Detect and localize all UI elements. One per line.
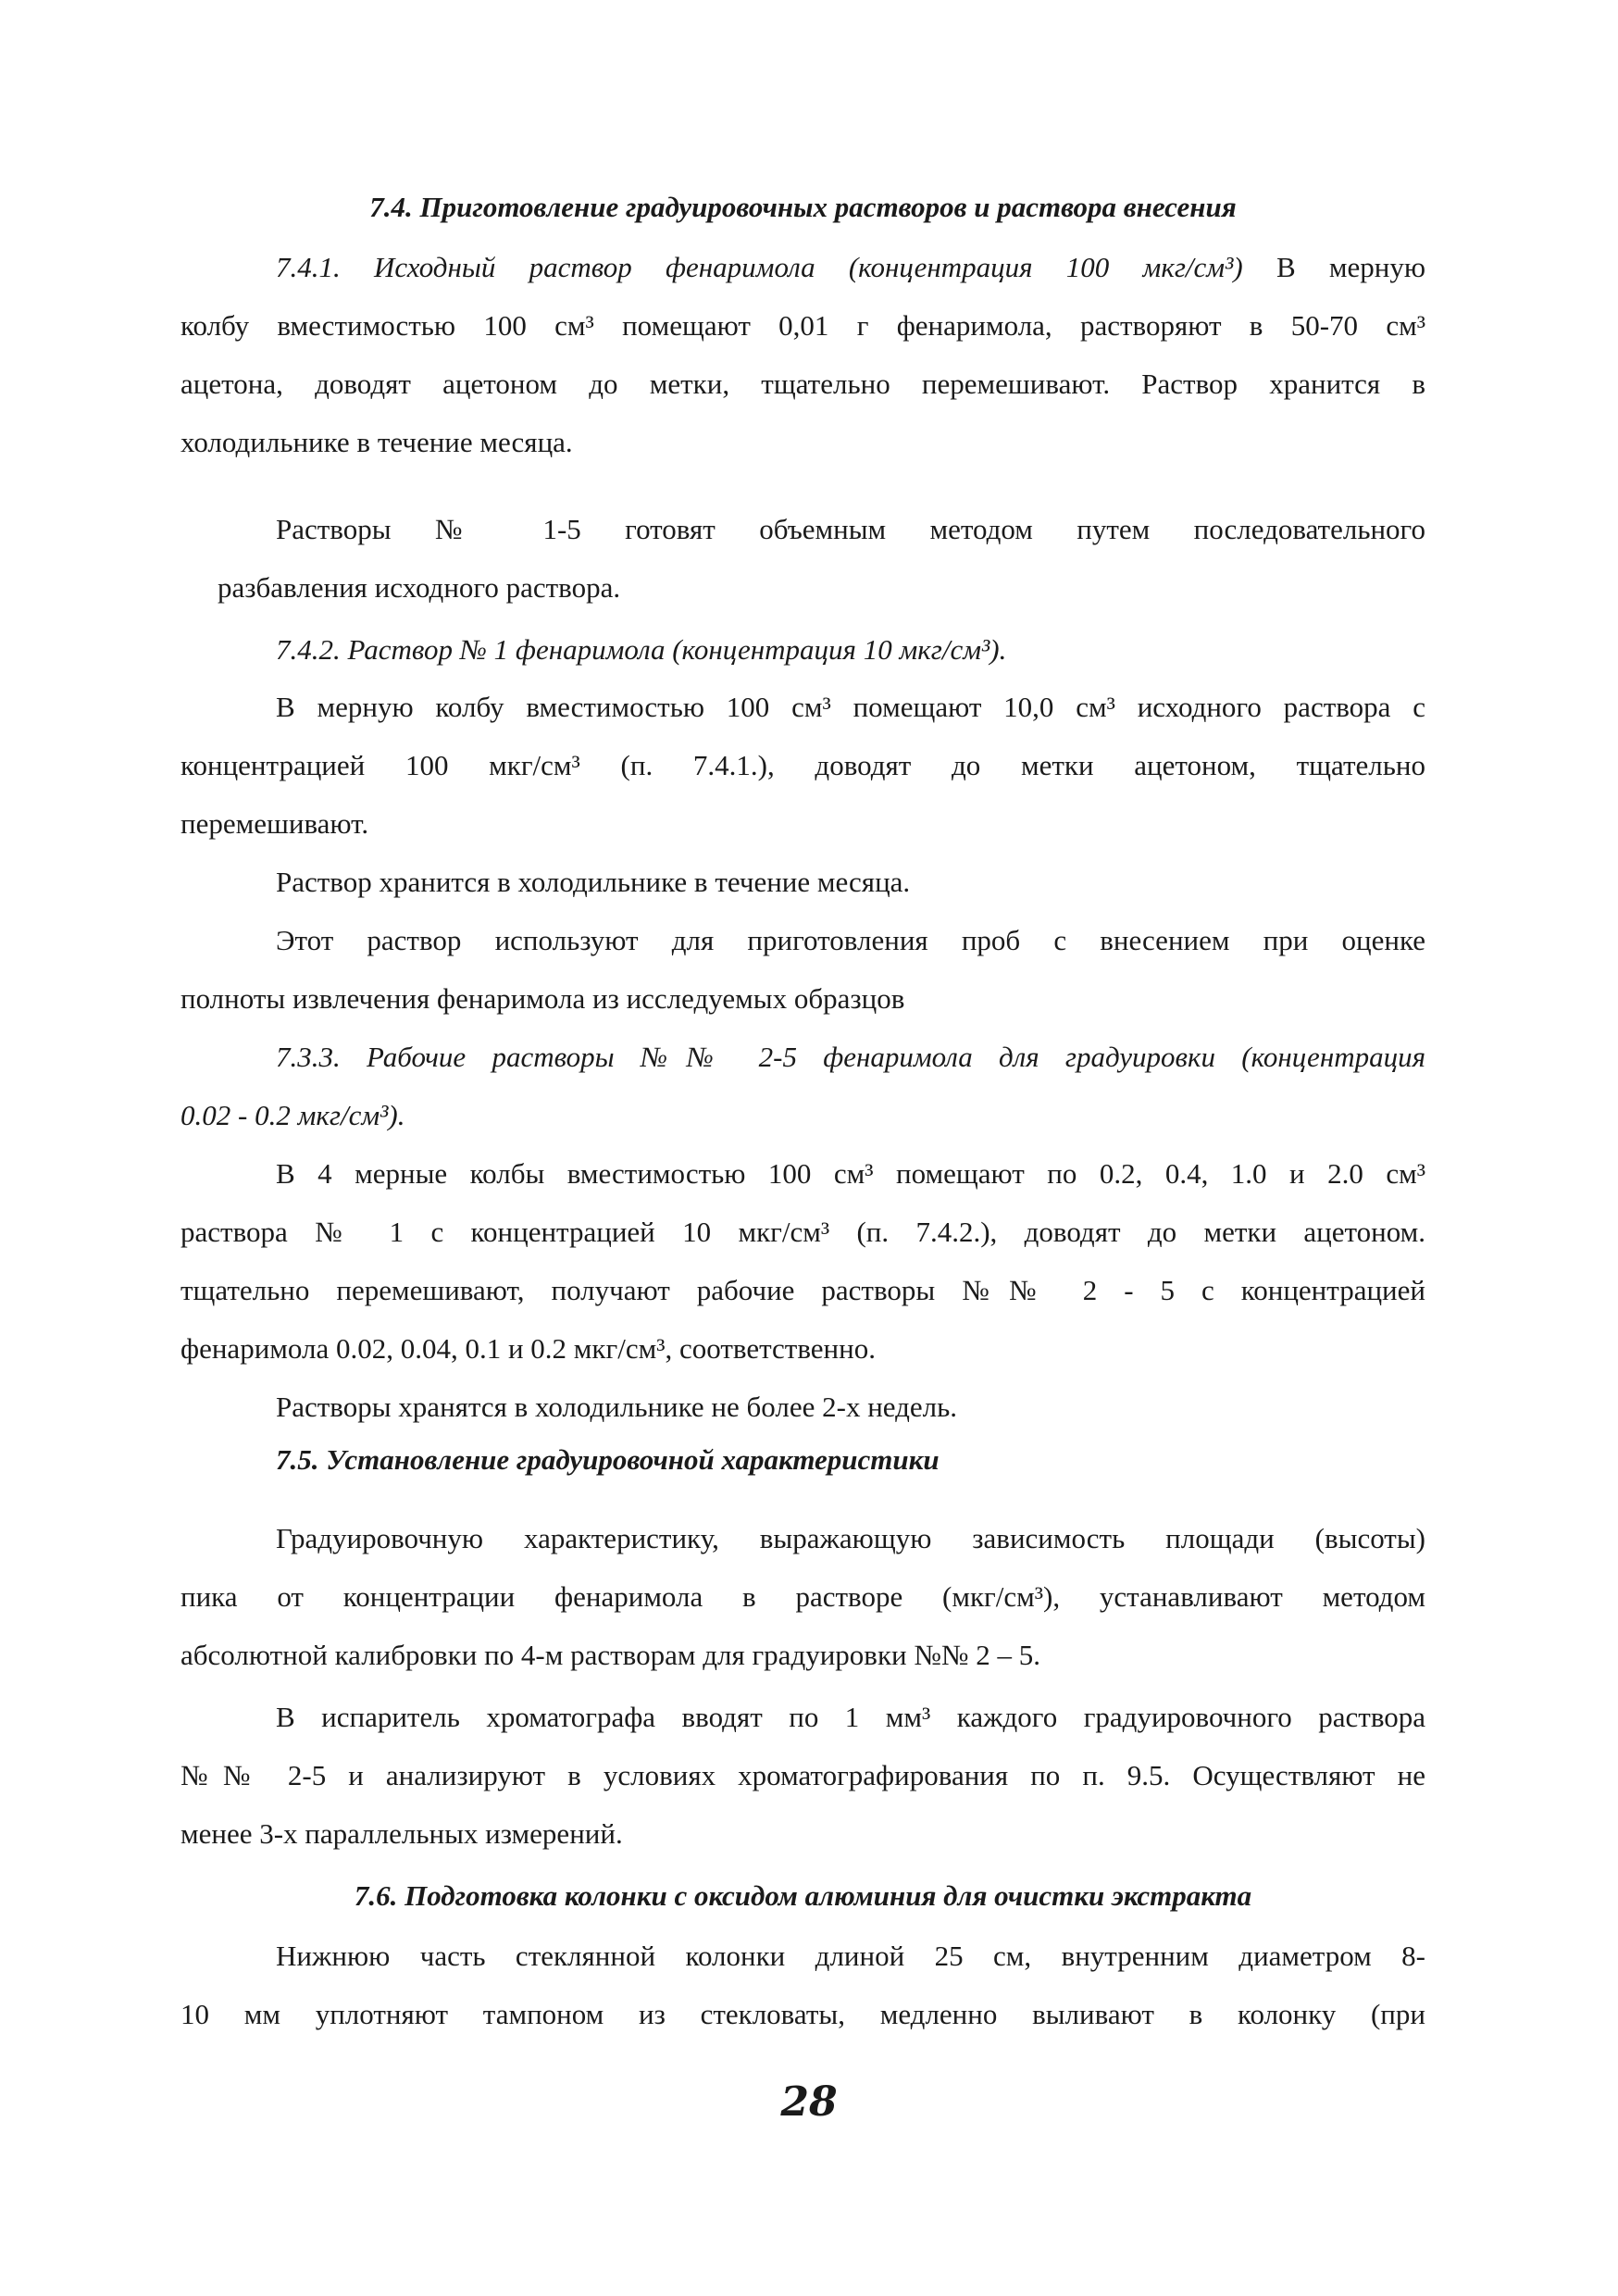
paragraph-line: ацетона, доводят ацетоном до метки, тщательно перемешивают. Раствор хранится в bbox=[180, 368, 1425, 400]
paragraph-line: абсолютной калибровки по 4-м растворам для градуировки №№ 2 – 5. bbox=[180, 1639, 1041, 1671]
paragraph-line: Растворы № 1-5 готовят объемным методом путем последовательного bbox=[276, 513, 1425, 545]
paragraph-line: полноты извлечения фенаримола из исследуемых образцов bbox=[180, 982, 905, 1015]
paragraph-line: разбавления исходного раствора. bbox=[218, 571, 621, 604]
paragraph-line: Нижнюю часть стеклянной колонки длиной 25 см, внутренним диаметром 8- bbox=[276, 1940, 1425, 1972]
paragraph-solutions-1-5 bbox=[180, 500, 1425, 617]
subsection-title-7-4-1: 7.4.1. Исходный раствор фенаримола (концентрация 100 мкг/см³) bbox=[276, 251, 1243, 283]
paragraph-line: Этот раствор используют для приготовления проб с внесением при оценке bbox=[276, 924, 1425, 956]
paragraph-line: тщательно перемешивают, получают рабочие растворы №№ 2 - 5 с концентрацией bbox=[180, 1274, 1425, 1306]
section-heading-7-4: 7.4. Приготовление градуировочных растворов и раствора внесения bbox=[369, 191, 1237, 223]
paragraph-line: раствора № 1 с концентрацией 10 мкг/см³ (п. 7.4.2.), доводят до метки ацетоном. bbox=[180, 1216, 1425, 1248]
paragraph-text: В мерную bbox=[1276, 251, 1425, 283]
paragraph-line: 10 мм уплотняют тампоном из стекловаты, медленно выливают в колонку (при bbox=[180, 1998, 1425, 2030]
paragraph-line: Раствор хранится в холодильнике в течение месяца. bbox=[276, 866, 911, 898]
paragraph-line: В испаритель хроматографа вводят по 1 мм³ каждого градуировочного раствора bbox=[276, 1701, 1425, 1733]
paragraph-line bbox=[180, 238, 1425, 296]
paragraph-7-3-3 bbox=[180, 1144, 1425, 1436]
paragraph-line: холодильнике в течение месяца. bbox=[180, 426, 573, 458]
section-heading-7-6: 7.6. Подготовка колонки с оксидом алюминия для очистки экстракта bbox=[354, 1879, 1252, 1912]
paragraph-7-4-1 bbox=[180, 238, 1425, 471]
paragraph-7-5-a bbox=[180, 1509, 1425, 1684]
paragraph-line: колбу вместимостью 100 см³ помещают 0,01 г фенаримола, растворяют в 50-70 см³ bbox=[180, 309, 1425, 342]
paragraph-line: 0.02 - 0.2 мкг/см³). bbox=[180, 1099, 405, 1131]
paragraph-7-4-2 bbox=[180, 678, 1425, 1028]
paragraph-line: фенаримола 0.02, 0.04, 0.1 и 0.2 мкг/см³, соответственно. bbox=[180, 1332, 876, 1365]
page-number: 28 bbox=[780, 2078, 838, 2126]
paragraph-7-6 bbox=[180, 1927, 1425, 2043]
subsection-title-7-4-2: 7.4.2. Раствор № 1 фенаримола (концентрация 10 мкг/см³). bbox=[276, 633, 1007, 666]
paragraph-line: В 4 мерные колбы вместимостью 100 см³ помещают по 0.2, 0.4, 1.0 и 2.0 см³ bbox=[276, 1157, 1425, 1190]
paragraph-line: менее 3-х параллельных измерений. bbox=[180, 1817, 623, 1850]
section-heading-7-5: 7.5. Установление градуировочной характеристики bbox=[276, 1443, 940, 1476]
paragraph-line: №№ 2-5 и анализируют в условиях хроматографирования по п. 9.5. Осуществляют не bbox=[180, 1759, 1425, 1791]
paragraph-line: В мерную колбу вместимостью 100 см³ помещают 10,0 см³ исходного раствора с bbox=[276, 691, 1425, 723]
paragraph-line: перемешивают. bbox=[180, 807, 369, 840]
paragraph-line: Растворы хранятся в холодильнике не более 2-х недель. bbox=[276, 1391, 958, 1423]
paragraph-line: Градуировочную характеристику, выражающую зависимость площади (высоты) bbox=[276, 1522, 1425, 1554]
paragraph-line: пика от концентрации фенаримола в растворе (мкг/см³), устанавливают методом bbox=[180, 1580, 1425, 1613]
paragraph-line: концентрацией 100 мкг/см³ (п. 7.4.1.), доводят до метки ацетоном, тщательно bbox=[180, 749, 1425, 781]
subsection-title-7-3-3 bbox=[180, 1028, 1425, 1144]
paragraph-7-5-b bbox=[180, 1688, 1425, 1863]
paragraph-line: 7.3.3. Рабочие растворы №№ 2-5 фенаримола для градуировки (концентрация bbox=[276, 1041, 1425, 1073]
